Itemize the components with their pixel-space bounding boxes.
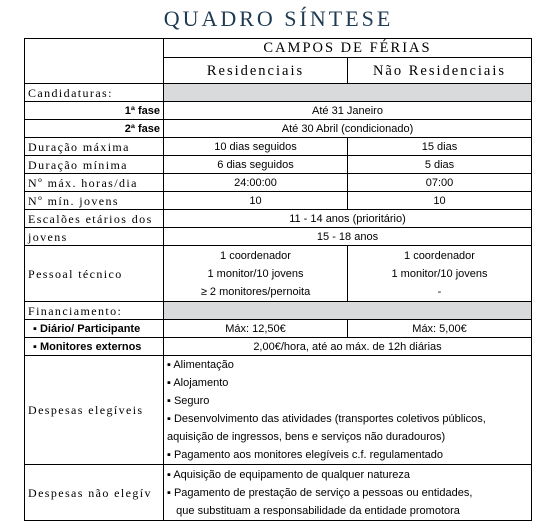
pessoal-nres-line: 1 monitor/10 jovens [391, 267, 488, 280]
pessoal-nres-line: 1 coordenador [404, 249, 475, 262]
diario-nres: Máx: 5,00€ [348, 320, 532, 338]
despesa-elegivel-item: ▪ Seguro [167, 395, 210, 407]
header-residenciais: Residenciais [164, 58, 348, 84]
financiamento-label: Financiamento: [25, 302, 164, 320]
duracao-minima-nres: 5 dias [348, 156, 532, 174]
duracao-minima-label: Duração mínima [25, 156, 164, 174]
pessoal-nres [348, 246, 532, 302]
despesa-nao-elegivel-item: ▪ Pagamento de prestação de serviço a pessoas ou entidades, [167, 486, 473, 499]
despesas-elegiveis-label: Despesas elegíveis [25, 356, 164, 465]
summary-table [24, 38, 532, 521]
despesa-elegivel-item: ▪ Alojamento [167, 377, 229, 389]
escaloes-label-1: Escalões etários dos [25, 210, 164, 228]
fase2-value: Até 30 Abril (condicionado) [164, 120, 532, 138]
duracao-maxima-nres: 15 dias [348, 138, 532, 156]
header-blank [25, 39, 164, 84]
financiamento-gray [164, 302, 532, 320]
pessoal-res-line: ≥ 2 monitores/pernoita [200, 285, 311, 298]
page-title: QUADRO SÍNTESE [163, 6, 394, 31]
monitores-label: ▪ Monitores externos [25, 338, 164, 356]
pessoal-res [164, 246, 348, 302]
min-jovens-label: Nº mín. jovens [25, 192, 164, 210]
fase1-value: Até 31 Janeiro [164, 102, 532, 120]
header-campos: CAMPOS DE FÉRIAS [164, 39, 532, 58]
fase1-label: 1ª fase [25, 102, 164, 120]
pessoal-res-line: 1 coordenador [220, 249, 291, 262]
pessoal-nres-line: - [437, 285, 442, 298]
despesa-elegivel-item: aquisição de ingressos, bens e serviços não duradouros) [167, 431, 446, 443]
pessoal-res-line: 1 monitor/10 jovens [207, 267, 304, 280]
duracao-minima-res: 6 dias seguidos [164, 156, 348, 174]
despesa-nao-elegivel-item: ▪ Aquisição de equipamento de qualquer natureza [167, 468, 411, 481]
escaloes-label-2: jovens [25, 228, 164, 246]
escaloes-value-1: 11 - 14 anos (prioritário) [164, 210, 532, 228]
escaloes-value-2: 15 - 18 anos [164, 228, 532, 246]
despesa-elegivel-item: ▪ Alimentação [167, 359, 234, 371]
despesa-elegivel-item: ▪ Pagamento aos monitores elegíveis c.f. regulamentado [167, 449, 443, 461]
despesas-nao-elegiveis-list [164, 465, 532, 521]
candidaturas-gray [164, 84, 532, 102]
candidaturas-label: Candidaturas: [25, 84, 164, 102]
despesa-nao-elegivel-item: que substituam a responsabilidade da entidade promotora [167, 504, 460, 517]
diario-label: ▪ Diário/ Participante [25, 320, 164, 338]
header-nao-residenciais: Não Residenciais [348, 58, 532, 84]
duracao-maxima-label: Duração máxima [25, 138, 164, 156]
despesa-elegivel-item: ▪ Desenvolvimento das atividades (transportes coletivos públicos, [167, 413, 486, 425]
despesas-elegiveis-list [164, 356, 532, 465]
horas-dia-nres: 07:00 [348, 174, 532, 192]
duracao-maxima-res: 10 dias seguidos [164, 138, 348, 156]
diario-res: Máx: 12,50€ [164, 320, 348, 338]
min-jovens-res: 10 [164, 192, 348, 210]
horas-dia-label: Nº máx. horas/dia [25, 174, 164, 192]
horas-dia-res: 24:00:00 [164, 174, 348, 192]
pessoal-label: Pessoal técnico [25, 246, 164, 302]
despesas-nao-elegiveis-label: Despesas não elegív [25, 465, 164, 521]
min-jovens-nres: 10 [348, 192, 532, 210]
monitores-value: 2,00€/hora, até ao máx. de 12h diárias [164, 338, 532, 356]
fase2-label: 2ª fase [25, 120, 164, 138]
